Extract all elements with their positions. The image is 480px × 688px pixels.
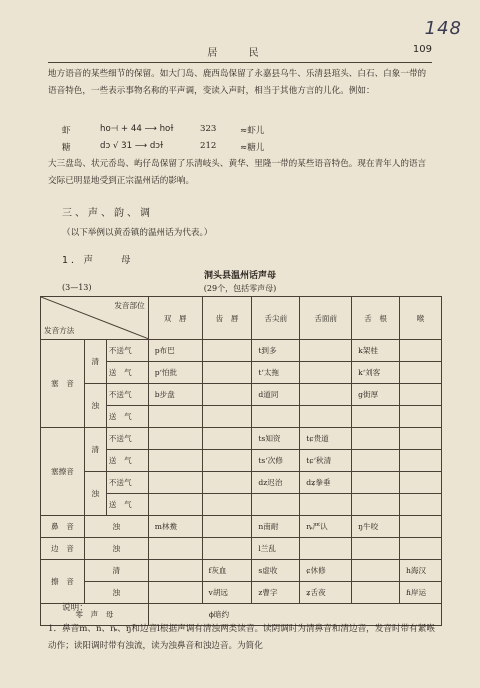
- manner-label: 送 气: [106, 450, 148, 472]
- table-cell: [202, 428, 252, 450]
- table-cell: [300, 494, 352, 516]
- table-row: [41, 516, 442, 538]
- column-header: 舌面前: [300, 297, 352, 340]
- table-cell: m林鮝: [148, 516, 202, 538]
- table-cell: dʑ拳垂: [300, 472, 352, 494]
- voicing-label: 浊: [84, 516, 148, 538]
- table-cell: tʻ太拖: [252, 362, 300, 384]
- table-cell: [202, 340, 252, 362]
- group-label: 塞 音: [41, 340, 85, 428]
- table-cell: ts知资: [252, 428, 300, 450]
- table-cell: [400, 472, 442, 494]
- corner-label-place: 发音部位: [114, 301, 145, 310]
- column-header: 舌尖前: [252, 297, 300, 340]
- manner-label: 送 气: [106, 362, 148, 384]
- table-cell: [300, 538, 352, 560]
- manner-label: 不送气: [106, 472, 148, 494]
- table-cell: kʻ刘客: [352, 362, 400, 384]
- table-row: [41, 340, 442, 362]
- table-cell: h海汉: [400, 560, 442, 582]
- example-ipa: ho⊣ + 44 ⟶ hoɫ: [100, 124, 174, 134]
- table-cell: [148, 538, 202, 560]
- table-cell: s虚收: [252, 560, 300, 582]
- table-cell: [400, 428, 442, 450]
- voicing-label: 清: [84, 340, 106, 384]
- table-cell: [300, 340, 352, 362]
- table-cell: [202, 538, 252, 560]
- table-corner-cell: [41, 297, 149, 340]
- table-cell: [352, 450, 400, 472]
- column-header: 双 唇: [148, 297, 202, 340]
- table-cell: pʻ怕批: [148, 362, 202, 384]
- table-cell: p布巴: [148, 340, 202, 362]
- manner-label: 送 气: [106, 494, 148, 516]
- handwritten-page-number: 148: [424, 18, 462, 39]
- table-row: [41, 428, 442, 450]
- group-label: 边 音: [41, 538, 85, 560]
- table-cell: [352, 406, 400, 428]
- voicing-label: 清: [84, 428, 106, 472]
- table-cell: [202, 362, 252, 384]
- group-label: 塞擦音: [41, 428, 85, 516]
- table-cell: ɕ休修: [300, 560, 352, 582]
- table-cell: [300, 406, 352, 428]
- table-cell: t到多: [252, 340, 300, 362]
- section-note: （以下举例以黄岙镇的温州话为代表。）: [62, 228, 213, 238]
- table-cell: [352, 538, 400, 560]
- table-cell: dz迟治: [252, 472, 300, 494]
- table-cell: [400, 362, 442, 384]
- table-cell: [148, 450, 202, 472]
- table-title: 洞头县温州话声母: [203, 271, 276, 281]
- header-rule: [48, 62, 432, 63]
- table-header-row: [41, 297, 442, 340]
- table-cell: [252, 406, 300, 428]
- column-header: 喉: [400, 297, 442, 340]
- table-cell: [300, 384, 352, 406]
- table-code: (3—13): [62, 283, 92, 292]
- table-cell: ȵ严认: [300, 516, 352, 538]
- voicing-label: 清: [84, 560, 148, 582]
- corner-label-manner: 发音方法: [44, 326, 75, 335]
- running-title: 居 民: [207, 48, 273, 59]
- table-cell: [202, 406, 252, 428]
- table-cell: tɕʻ秋清: [300, 450, 352, 472]
- table-cell: tɕ贵道: [300, 428, 352, 450]
- table-row: [41, 472, 442, 494]
- table-cell: ɦ岸运: [400, 582, 442, 604]
- page-number: 109: [412, 44, 432, 55]
- example-ipa: dɔ √ 31 ⟶ dɔɫ: [100, 141, 164, 151]
- table-cell: [148, 494, 202, 516]
- table-cell: d道同: [252, 384, 300, 406]
- manner-label: 不送气: [106, 428, 148, 450]
- table-cell: tsʻ次修: [252, 450, 300, 472]
- column-header: 齿 唇: [202, 297, 252, 340]
- example-char: 糖: [62, 143, 71, 153]
- table-cell: [352, 428, 400, 450]
- table-cell: [400, 538, 442, 560]
- table-cell: [148, 582, 202, 604]
- footnote-text: 1．鼻音m、n、ȵ、ŋ和边音l根据声调有清浊两类读音。读阴调时为清鼻音和清边音，发音时带有紧喉动作；读阳调时带有浊流，读为浊鼻音和浊边音。为简化: [48, 624, 435, 651]
- table-cell: [148, 560, 202, 582]
- table-cell: [400, 516, 442, 538]
- voicing-label: 浊: [84, 472, 106, 516]
- table-cell: l兰乱: [252, 538, 300, 560]
- table-cell: [352, 582, 400, 604]
- table-cell: [400, 340, 442, 362]
- table-row: [41, 384, 442, 406]
- table-cell: g街厚: [352, 384, 400, 406]
- voicing-label: 浊: [84, 538, 148, 560]
- table-cell: v胡远: [202, 582, 252, 604]
- manner-label: 不送气: [106, 340, 148, 362]
- footnote-label: 说明：: [62, 603, 88, 613]
- table-cell: n南耐: [252, 516, 300, 538]
- table-row: [41, 538, 442, 560]
- table-cell: b步盘: [148, 384, 202, 406]
- intro-paragraph: 地方语音的某些细节的保留。如大门岛、鹿西岛保留了永嘉县乌牛、乐清县琯头、白石、白象一带的语音特色，一些表示事物名称的平声调，变读入声时，相当于其他方言的儿化。例如：: [48, 69, 427, 96]
- table-cell: ϕ暗约: [148, 604, 441, 626]
- table-cell: k架桂: [352, 340, 400, 362]
- table-row: [41, 582, 442, 604]
- table-cell: [300, 362, 352, 384]
- table-row: [41, 560, 442, 582]
- group-label: 擦 音: [41, 560, 85, 604]
- table-cell: [202, 516, 252, 538]
- manner-label: 送 气: [106, 406, 148, 428]
- table-cell: [352, 472, 400, 494]
- table-cell: ŋ牛咬: [352, 516, 400, 538]
- table-cell: [202, 450, 252, 472]
- table-cell: [202, 384, 252, 406]
- table-cell: [252, 494, 300, 516]
- example-number: 323: [200, 124, 217, 134]
- table-cell: [400, 406, 442, 428]
- table-cell: z曹字: [252, 582, 300, 604]
- manner-label: 不送气: [106, 384, 148, 406]
- running-header: [48, 44, 432, 60]
- table-cell: [352, 560, 400, 582]
- group-label: 零 声 母: [41, 604, 149, 626]
- example-gloss: ≈虾儿: [240, 126, 265, 136]
- table-cell: [148, 406, 202, 428]
- voicing-label: 浊: [84, 384, 106, 428]
- table-cell: ʑ舌夜: [300, 582, 352, 604]
- table-cell: [202, 472, 252, 494]
- table-cell: f灰血: [202, 560, 252, 582]
- example-gloss: ≈糖儿: [240, 143, 265, 153]
- subsection-heading: 1．声 母: [62, 255, 134, 266]
- table-subtitle: (29个，包括零声母): [203, 284, 277, 293]
- section-heading: 三、声、韵、调: [62, 208, 153, 219]
- example-number: 212: [200, 141, 217, 151]
- table-cell: [400, 450, 442, 472]
- table-cell: [202, 494, 252, 516]
- table-cell: [148, 428, 202, 450]
- table-cell: [148, 472, 202, 494]
- table-cell: [400, 384, 442, 406]
- table-cell: [352, 494, 400, 516]
- example-char: 虾: [62, 126, 71, 136]
- table-cell: [400, 494, 442, 516]
- voicing-label: 浊: [84, 582, 148, 604]
- initials-table: [40, 296, 442, 626]
- column-header: 舌 根: [352, 297, 400, 340]
- second-paragraph: 大三盘岛、状元岙岛、屿仔岛保留了乐清岐头、黄华、里隆一带的某些语音特色。现在青年人的语言交际已明显地受到正宗温州话的影响。: [48, 159, 427, 186]
- group-label: 鼻 音: [41, 516, 85, 538]
